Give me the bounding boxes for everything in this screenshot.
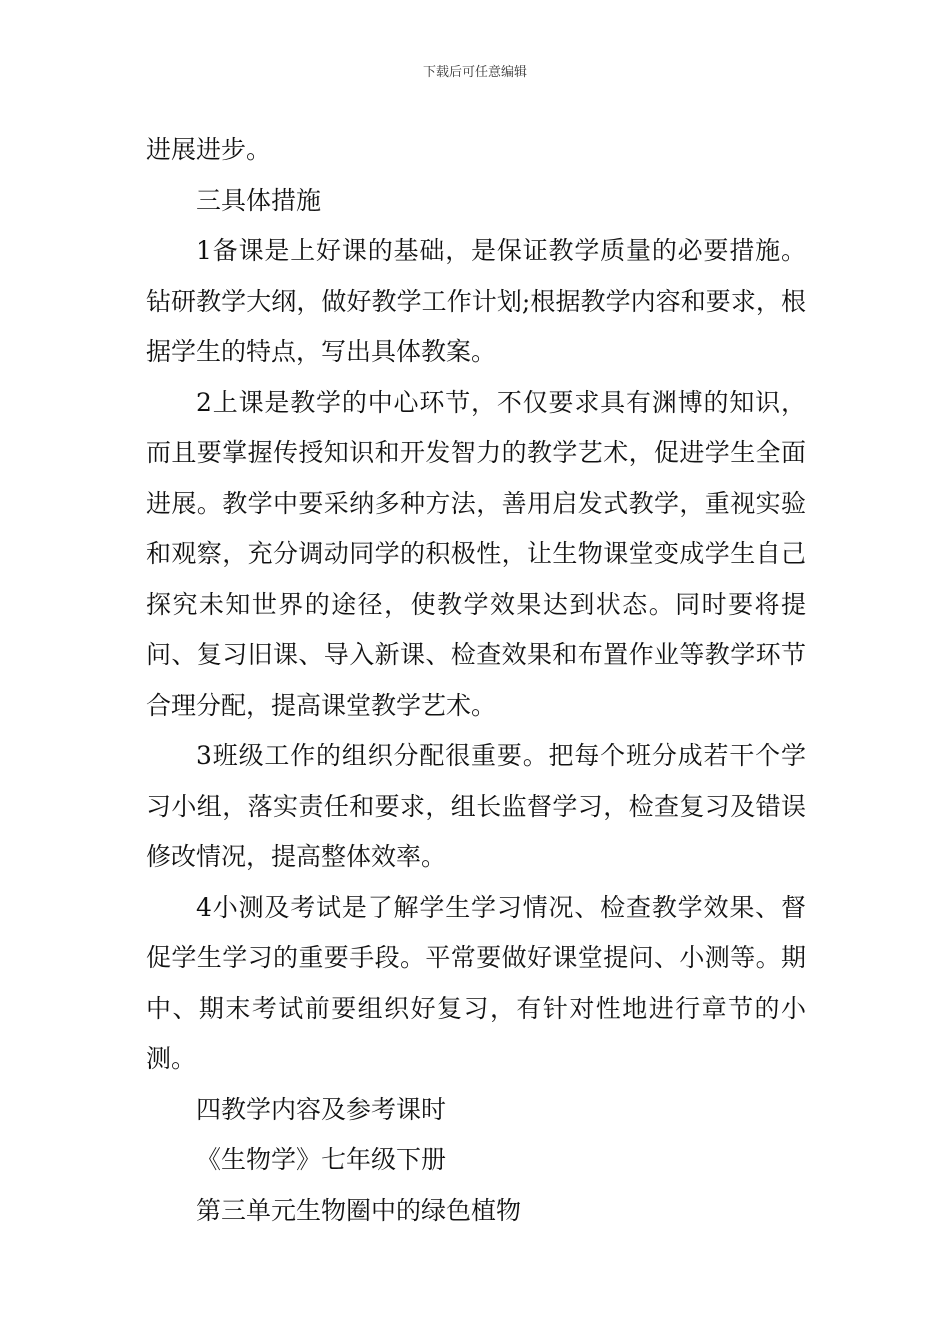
unit-title: 第三单元生物圈中的绿色植物 xyxy=(196,1195,522,1225)
paragraph-class-organization: 3班级工作的组织分配很重要。把每个班分成若干个学习小组，落实责任和要求，组长监督学习，检查复习及错误修改情况，提高整体效率。 xyxy=(146,741,806,871)
section-heading-content: 四教学内容及参考课时 xyxy=(196,1094,447,1124)
section-heading-measures: 三具体措施 xyxy=(196,185,322,215)
paragraph-teaching: 2上课是教学的中心环节，不仅要求具有渊博的知识，而且要掌握传授知识和开发智力的教学艺术，促进学生全面进展。教学中要采纳多种方法，善用启发式教学，重视实验和观察，充分调动同学的积极性，让生物课堂变成学生自己探究未知世界的途径，使教学效果达到状态。同时要将提问、复习旧课、导入新课、检查效果和布置作业等教学环节合理分配，提高课堂教学艺术。 xyxy=(146,387,806,720)
paragraph-lesson-prep: 1备课是上好课的基础，是保证教学质量的必要措施。钻研教学大纲，做好教学工作计划;根据教学内容和要求，根据学生的特点，写出具体教案。 xyxy=(146,236,806,366)
paragraph-continuation: 进展进步。 xyxy=(146,135,272,164)
page-header: 下载后可任意编辑 xyxy=(422,65,527,80)
textbook-title: 《生物学》七年级下册 xyxy=(196,1145,447,1174)
document-body xyxy=(146,125,806,1236)
paragraph-tests: 4小测及考试是了解学生学习情况、检查教学效果、督促学生学习的重要手段。平常要做好课堂提问、小测等。期中、期末考试前要组织好复习，有针对性地进行章节的小测。 xyxy=(146,892,806,1073)
